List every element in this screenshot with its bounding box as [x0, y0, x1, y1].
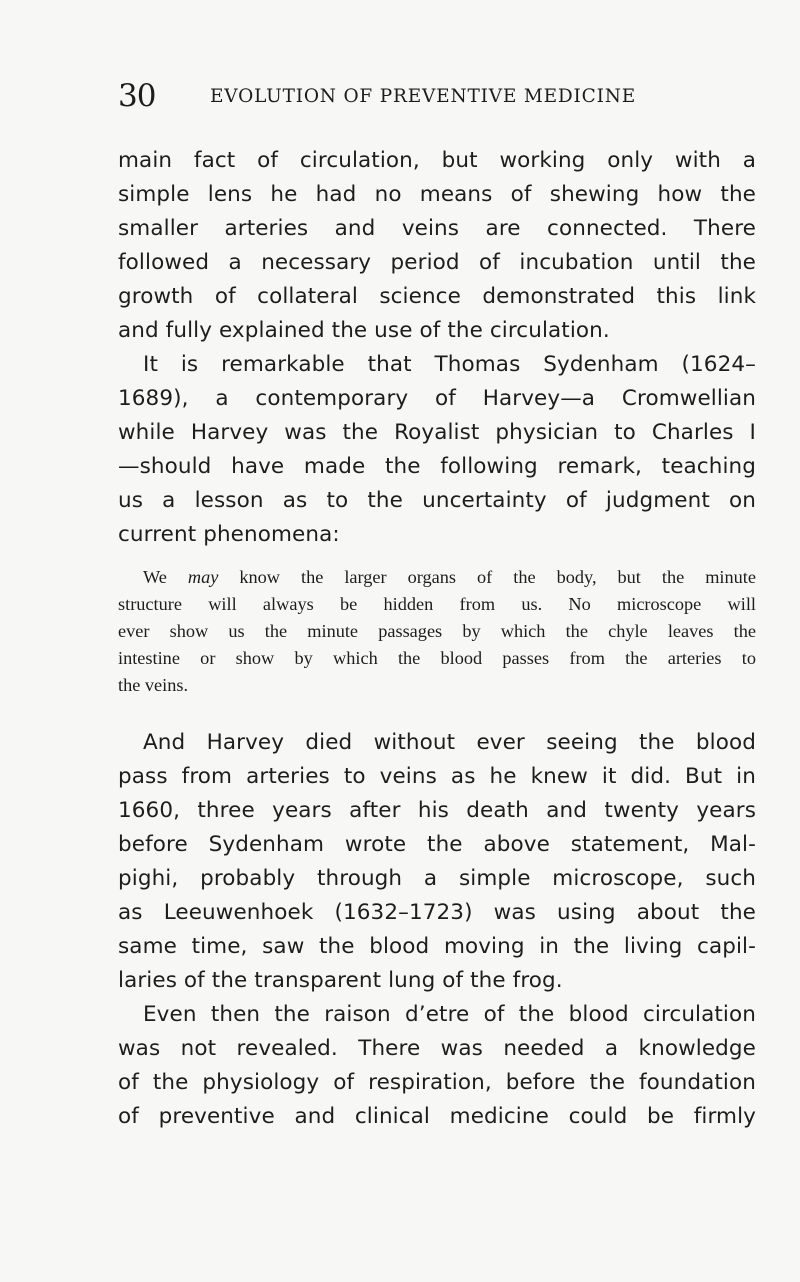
quotation-line: the veins.: [118, 675, 189, 695]
paragraph-line: 1660, three years after his death and twenty years: [118, 798, 756, 823]
paragraph-line: And Harvey died without ever seeing the blood: [143, 730, 756, 755]
quotation-first-line: [143, 564, 756, 591]
paragraph-line: and fully explained the use of the circulation.: [118, 318, 610, 343]
paragraph-line: us a lesson as to the uncertainty of judgment on: [118, 488, 756, 513]
paragraph-line: 1689), a contemporary of Harvey—a Cromwellian: [118, 386, 756, 411]
paragraph-line: main fact of circulation, but working only with a: [118, 148, 756, 173]
quotation-first-line-rest: know the larger organs of the body, but the minute: [239, 567, 756, 587]
paragraph-line: simple lens he had no means of shewing how the: [118, 182, 756, 207]
quotation-line: structure will always be hidden from us. No microscope will: [118, 594, 756, 614]
page-header: [118, 78, 678, 118]
paragraph-line: followed a necessary period of incubation until the: [118, 250, 756, 275]
page-number: 30: [118, 78, 156, 114]
paragraph-line: It is remarkable that Thomas Sydenham (1624–: [143, 352, 756, 377]
paragraph-line: Even then the raison d’etre of the blood circulation: [143, 1002, 756, 1027]
paragraph-line: —should have made the following remark, teaching: [118, 454, 756, 479]
paragraph-line: growth of collateral science demonstrated this link: [118, 284, 756, 309]
paragraph-line: of preventive and clinical medicine could be firmly: [118, 1104, 756, 1129]
paragraph-line: was not revealed. There was needed a knowledge: [118, 1036, 756, 1061]
paragraph-line: while Harvey was the Royalist physician to Charles I: [118, 420, 756, 445]
quotation-line: intestine or show by which the blood passes from the arteries to: [118, 648, 756, 668]
paragraph-line: before Sydenham wrote the above statement, Mal-: [118, 832, 756, 857]
quotation-line: ever show us the minute passages by which the chyle leaves the: [118, 621, 756, 641]
paragraph-line: current phenomena:: [118, 522, 340, 547]
paragraph-line: laries of the transparent lung of the frog.: [118, 968, 563, 993]
paragraph-line: of the physiology of respiration, before the foundation: [118, 1070, 756, 1095]
paragraph-line: same time, saw the blood moving in the living capil-: [118, 934, 756, 959]
paragraph-line: as Leeuwenhoek (1632–1723) was using about the: [118, 900, 756, 925]
paragraph-line: pass from arteries to veins as he knew it did. But in: [118, 764, 756, 789]
paragraph-line: pighi, probably through a simple microscope, such: [118, 866, 756, 891]
paragraph-line: smaller arteries and veins are connected. There: [118, 216, 756, 241]
quotation-first-word: We: [143, 567, 167, 587]
quotation-emphasis: may: [187, 567, 219, 587]
running-title: EVOLUTION OF PREVENTIVE MEDICINE: [210, 86, 637, 107]
